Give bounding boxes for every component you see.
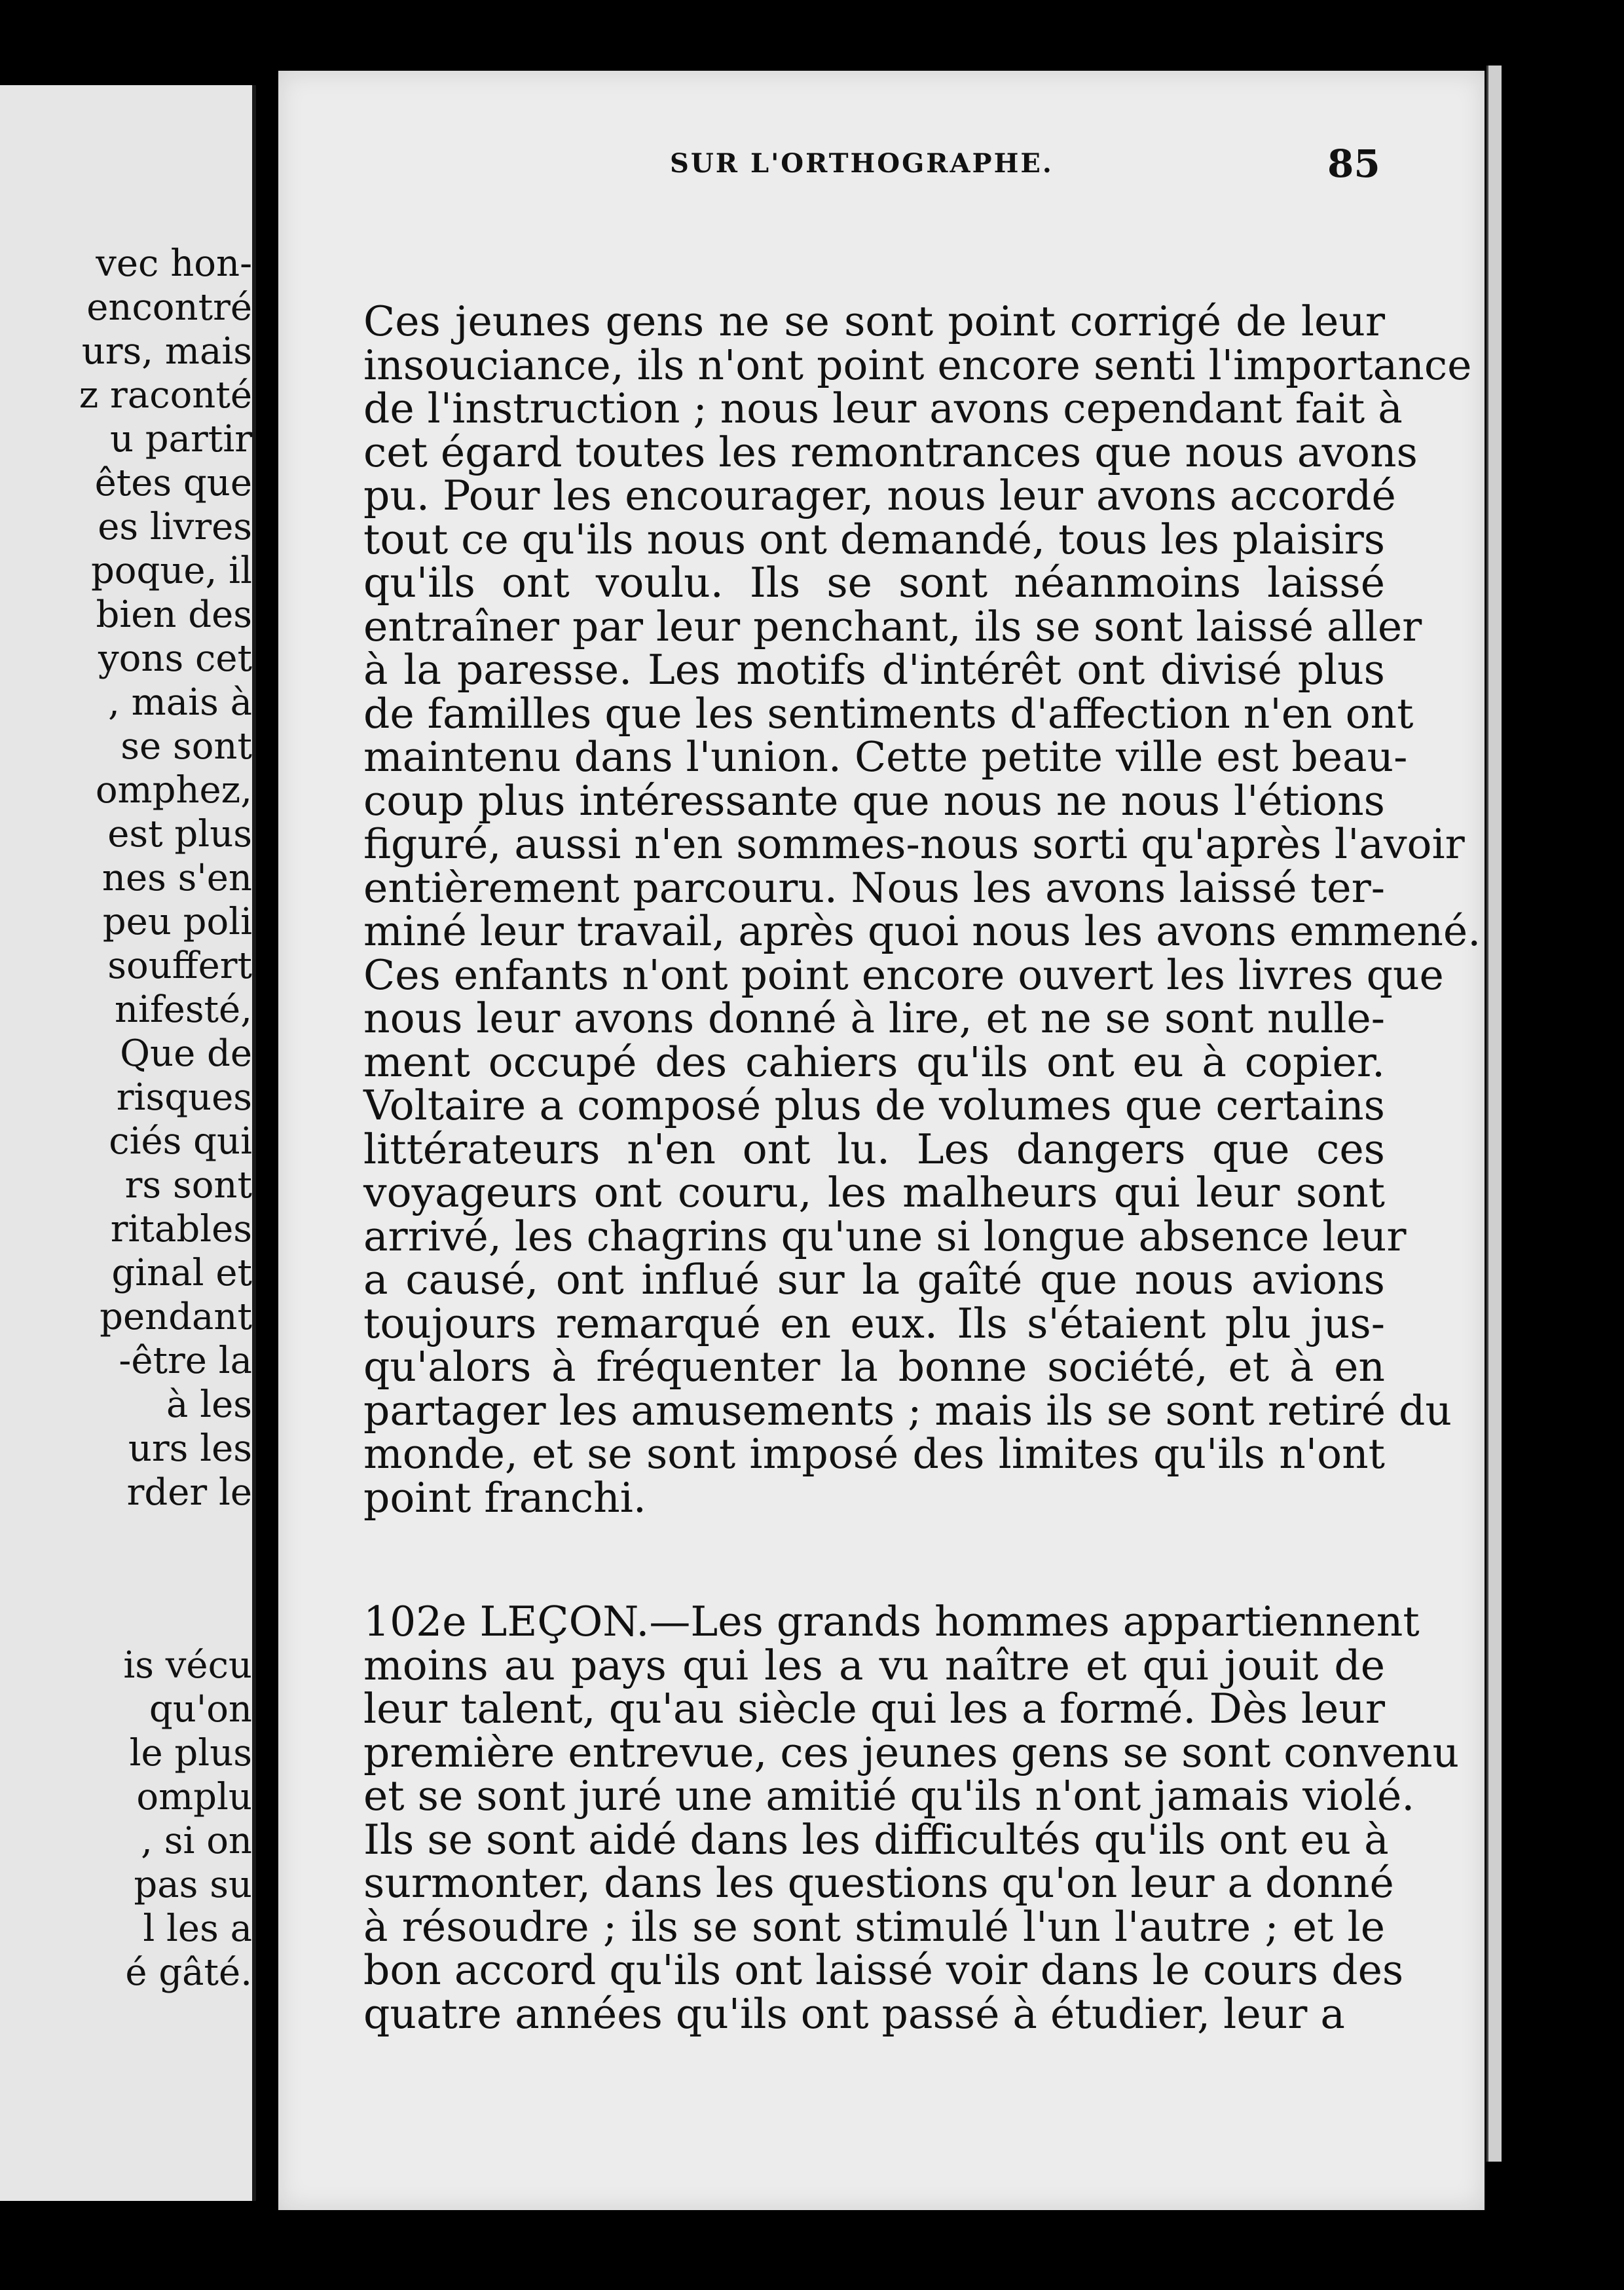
text-line: monde, et se sont imposé des limites qu'ils n'ont [363,1430,1385,1478]
left-page-line: rder le [126,1471,252,1514]
text-line: de familles que les sentiments d'affection n'en ont [363,689,1414,738]
running-head: SUR L'ORTHOGRAPHE. [670,148,1054,179]
left-page-line: omplu [136,1776,252,1818]
text-line: à résoudre ; ils se sont stimulé l'un l'autre ; et le [363,1902,1385,1951]
left-page-line: ritables [110,1208,252,1250]
left-page-line: é gâté. [125,1951,252,1994]
left-page-line: se sont [120,725,252,768]
left-page-line: rs sont [124,1164,252,1207]
text-line: Ces jeunes gens ne se sont point corrigé de leur [363,297,1385,345]
page-edge [1486,66,1502,2162]
text-line: pu. Pour les encourager, nous leur avons accordé [363,472,1396,519]
text-line: partager les amusements ; mais ils se sont retiré du [363,1386,1452,1435]
left-page-line: es livres [98,506,252,548]
page-number: 85 [1327,141,1380,186]
text-line: première entrevue, ces jeunes gens se sont convenu [363,1728,1460,1776]
left-page-line: omphez, [95,769,252,812]
text-line: à la paresse. Les motifs d'intérêt ont divisé plus [363,646,1385,694]
text-line: miné leur travail, après quoi nous les avons emmené. [363,907,1481,955]
text-line: surmonter, dans les questions qu'on leur a donné [363,1859,1394,1907]
text-line: point franchi. [363,1473,646,1522]
left-page-line: urs les [128,1427,252,1470]
paragraph-2 [363,1598,1460,2038]
left-page-line: souffert [107,945,252,987]
left-page-line: Que de [120,1032,252,1075]
left-page-line: z raconté [79,374,252,417]
text-line: de l'instruction ; nous leur avons cependant fait à [363,385,1403,432]
text-line: insouciance, ils n'ont point encore senti l'importance [363,341,1472,389]
right-page [278,71,1485,2210]
left-page-line: vec hon- [96,242,252,285]
text-line: tout ce qu'ils nous ont demandé, tous les plaisirs [363,515,1386,563]
text-line: entraîner par leur penchant, ils se sont laissé aller [363,602,1422,650]
text-line: littérateurs n'en ont lu. Les dangers que ces [363,1125,1385,1173]
text-line: toujours remarqué en eux. Ils s'étaient plu jus- [363,1299,1385,1347]
text-line: entièrement parcouru. Nous les avons laissé ter- [363,863,1385,912]
text-line: bon accord qu'ils ont laissé voir dans le cours des [363,1946,1404,1994]
text-line: a causé, ont influé sur la gaîté que nous avions [363,1256,1385,1304]
left-page-line: nes s'en [101,857,252,899]
left-page-line: u partir [109,418,252,460]
left-page-line: encontré [86,286,252,329]
text-line: qu'alors à fréquenter la bonne société, et à en [363,1343,1385,1391]
text-line: Voltaire a composé plus de volumes que certains [363,1081,1385,1129]
left-page [0,85,256,2201]
text-line: Ces enfants n'ont point encore ouvert les livres que [363,950,1444,999]
left-page-line: êtes que [94,462,252,504]
text-line: 102e LEÇON.—Les grands hommes appartiennent [363,1598,1420,1645]
text-line: qu'ils ont voulu. Ils se sont néanmoins laissé [363,559,1385,607]
paragraph-1 [363,297,1481,1522]
text-line: moins au pays qui les a vu naître et qui jouit de [363,1641,1385,1689]
text-line: figuré, aussi n'en sommes-nous sorti qu'après l'avoir [363,820,1465,868]
left-page-line: , si on [141,1820,252,1862]
text-line: et se sont juré une amitié qu'ils n'ont jamais violé. [363,1772,1415,1820]
text-line: coup plus intéressante que nous ne nous l'étions [363,776,1385,825]
text-line: ment occupé des cahiers qu'ils ont eu à copier. [363,1038,1385,1086]
left-page-line: risques [116,1076,252,1119]
text-line: quatre années qu'ils ont passé à étudier, leur a [363,1989,1345,2038]
text-line: Ils se sont aidé dans les difficultés qu'ils ont eu à [363,1815,1389,1864]
left-page-line: pas su [134,1864,252,1906]
left-page-line: l les a [143,1907,252,1950]
left-page-line: qu'on [149,1688,252,1731]
text-line: voyageurs ont couru, les malheurs qui leur sont [363,1169,1385,1216]
left-page-line: ciés qui [109,1120,252,1163]
text-line: cet égard toutes les remontrances que nous avons [363,428,1418,476]
left-page-line: yons cet [98,637,252,680]
text-line: nous leur avons donné à lire, et ne se sont nulle- [363,994,1385,1042]
left-page-line: , mais à [108,681,252,724]
left-page-line: peu poli [102,901,252,943]
text-line: arrivé, les chagrins qu'une si longue absence leur [363,1212,1407,1260]
left-page-line: le plus [129,1732,252,1774]
left-page-line: bien des [96,593,252,636]
left-page-line: is vécu [123,1644,252,1687]
left-page-line: poque, il [90,550,252,592]
left-page-line: ginal et [111,1252,252,1294]
left-page-line: à les [166,1383,252,1426]
text-line: maintenu dans l'union. Cette petite ville est beau- [363,733,1408,781]
left-page-line: urs, mais [81,330,252,373]
text-line: leur talent, qu'au siècle qui les a formé. Dès leur [363,1685,1385,1733]
left-page-line: pendant [100,1296,252,1338]
left-page-line: est plus [107,813,252,855]
left-page-line: nifesté, [114,988,252,1031]
left-page-line: -être la [119,1340,252,1382]
